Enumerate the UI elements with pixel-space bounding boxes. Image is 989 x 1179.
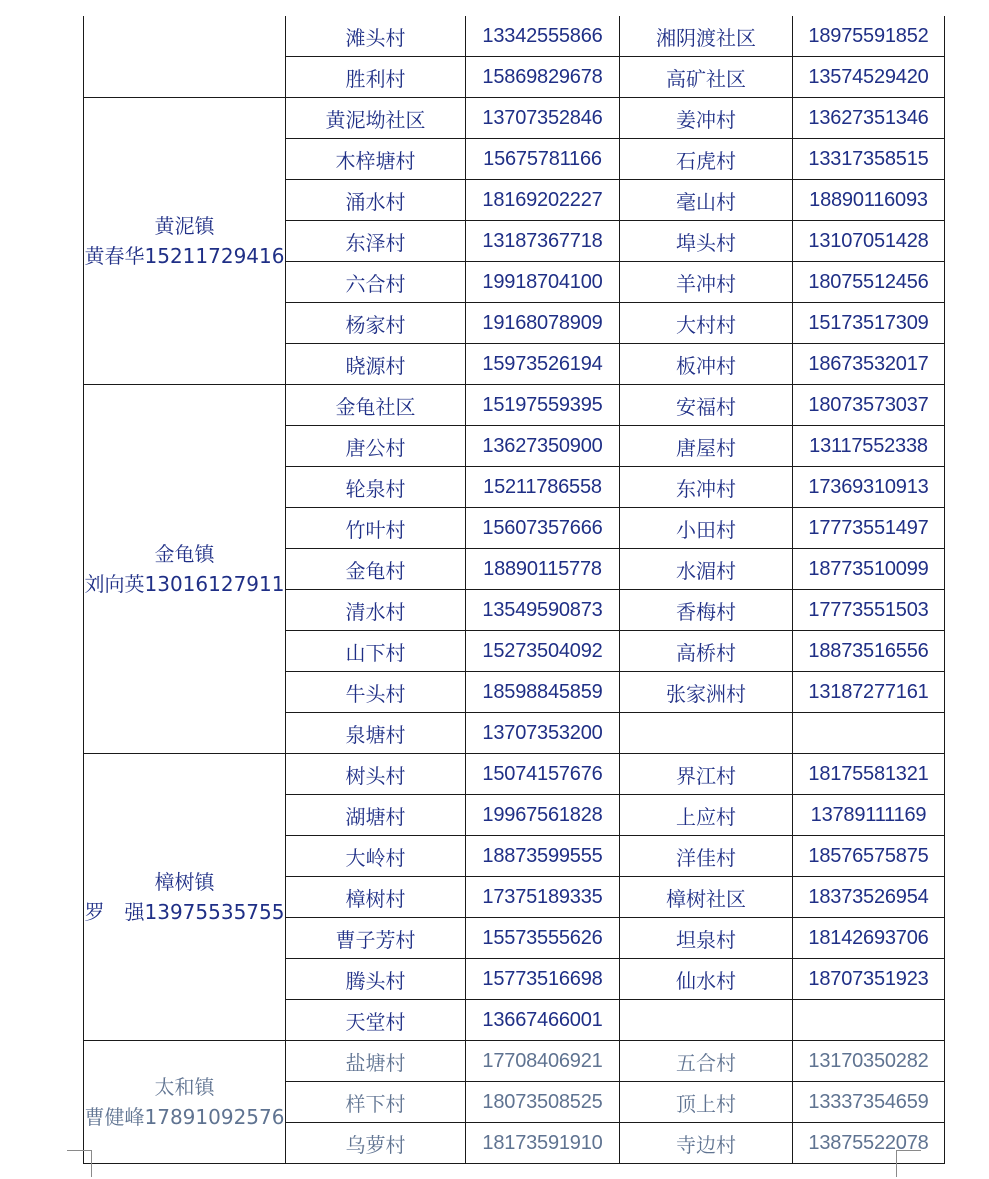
village-name-cell	[620, 713, 793, 754]
village-name-cell: 泉塘村	[286, 713, 466, 754]
village-name-cell: 香梅村	[620, 590, 793, 631]
village-name-cell: 板冲村	[620, 344, 793, 385]
village-phone-cell: 19967561828	[466, 795, 620, 836]
village-name-cell: 大村村	[620, 303, 793, 344]
village-phone-cell: 18598845859	[466, 672, 620, 713]
village-phone-cell: 13170350282	[793, 1041, 945, 1082]
village-name-cell: 姜冲村	[620, 98, 793, 139]
village-phone-cell: 18073573037	[793, 385, 945, 426]
village-name-cell: 寺边村	[620, 1123, 793, 1164]
village-phone-cell: 18873516556	[793, 631, 945, 672]
village-phone-cell: 13117552338	[793, 426, 945, 467]
village-name-cell: 样下村	[286, 1082, 466, 1123]
village-phone-cell: 18142693706	[793, 918, 945, 959]
village-name-cell: 曹子芳村	[286, 918, 466, 959]
village-phone-cell: 13187277161	[793, 672, 945, 713]
village-phone-cell: 15211786558	[466, 467, 620, 508]
village-name-cell: 山下村	[286, 631, 466, 672]
village-phone-cell: 13707352846	[466, 98, 620, 139]
village-phone-cell: 18169202227	[466, 180, 620, 221]
village-name-cell: 安福村	[620, 385, 793, 426]
town-cell	[84, 16, 286, 98]
village-phone-cell: 13667466001	[466, 1000, 620, 1041]
village-phone-cell: 18707351923	[793, 959, 945, 1000]
village-name-cell: 五合村	[620, 1041, 793, 1082]
village-name-cell: 竹叶村	[286, 508, 466, 549]
village-name-cell	[620, 1000, 793, 1041]
town-cell	[84, 98, 286, 385]
table-row	[84, 16, 945, 57]
table-row	[84, 385, 945, 426]
village-phone-cell	[793, 1000, 945, 1041]
town-cell	[84, 754, 286, 1041]
village-phone-cell: 18576575875	[793, 836, 945, 877]
village-phone-cell: 13789111169	[793, 795, 945, 836]
village-name-cell: 唐屋村	[620, 426, 793, 467]
village-name-cell: 高桥村	[620, 631, 793, 672]
village-phone-cell: 17369310913	[793, 467, 945, 508]
village-name-cell: 石虎村	[620, 139, 793, 180]
village-name-cell: 清水村	[286, 590, 466, 631]
village-phone-cell: 15675781166	[466, 139, 620, 180]
village-name-cell: 木梓塘村	[286, 139, 466, 180]
contact-table-body	[84, 16, 945, 1164]
village-name-cell: 牛头村	[286, 672, 466, 713]
page-corner-mark-right	[896, 1150, 921, 1177]
village-name-cell: 埠头村	[620, 221, 793, 262]
village-phone-cell: 15869829678	[466, 57, 620, 98]
village-name-cell: 东泽村	[286, 221, 466, 262]
town-cell	[84, 385, 286, 754]
town-name: 樟树镇	[154, 870, 215, 894]
village-phone-cell	[793, 713, 945, 754]
village-name-cell: 东冲村	[620, 467, 793, 508]
village-phone-cell: 19168078909	[466, 303, 620, 344]
village-name-cell: 洋佳村	[620, 836, 793, 877]
village-phone-cell: 18075512456	[793, 262, 945, 303]
village-name-cell: 张家洲村	[620, 672, 793, 713]
village-phone-cell: 18873599555	[466, 836, 620, 877]
village-name-cell: 晓源村	[286, 344, 466, 385]
village-name-cell: 樟树社区	[620, 877, 793, 918]
village-phone-cell: 15197559395	[466, 385, 620, 426]
town-contact: 曹健峰17891092576	[84, 1105, 285, 1129]
village-phone-cell: 15607357666	[466, 508, 620, 549]
village-name-cell: 杨家村	[286, 303, 466, 344]
village-phone-cell: 13342555866	[466, 16, 620, 57]
village-name-cell: 乌萝村	[286, 1123, 466, 1164]
village-name-cell: 界江村	[620, 754, 793, 795]
village-phone-cell: 15173517309	[793, 303, 945, 344]
village-name-cell: 胜利村	[286, 57, 466, 98]
village-phone-cell: 18890116093	[793, 180, 945, 221]
village-name-cell: 小田村	[620, 508, 793, 549]
village-phone-cell: 17375189335	[466, 877, 620, 918]
village-name-cell: 水湄村	[620, 549, 793, 590]
village-phone-cell: 15573555626	[466, 918, 620, 959]
village-name-cell: 金龟村	[286, 549, 466, 590]
village-name-cell: 湖塘村	[286, 795, 466, 836]
village-phone-cell: 13317358515	[793, 139, 945, 180]
village-phone-cell: 13574529420	[793, 57, 945, 98]
village-name-cell: 金龟社区	[286, 385, 466, 426]
village-phone-cell: 13187367718	[466, 221, 620, 262]
table-row	[84, 754, 945, 795]
village-phone-cell: 13627350900	[466, 426, 620, 467]
village-name-cell: 樟树村	[286, 877, 466, 918]
village-name-cell: 黄泥坳社区	[286, 98, 466, 139]
village-name-cell: 轮泉村	[286, 467, 466, 508]
village-phone-cell: 13549590873	[466, 590, 620, 631]
village-phone-cell: 17773551503	[793, 590, 945, 631]
village-phone-cell: 13875522078	[793, 1123, 945, 1164]
village-name-cell: 天堂村	[286, 1000, 466, 1041]
village-phone-cell: 18173591910	[466, 1123, 620, 1164]
town-contact: 黄春华15211729416	[84, 244, 285, 268]
village-phone-cell: 18890115778	[466, 549, 620, 590]
town-cell	[84, 1041, 286, 1164]
village-phone-cell: 18175581321	[793, 754, 945, 795]
village-phone-cell: 15074157676	[466, 754, 620, 795]
village-name-cell: 涌水村	[286, 180, 466, 221]
village-name-cell: 湘阴渡社区	[620, 16, 793, 57]
village-name-cell: 滩头村	[286, 16, 466, 57]
town-contact: 罗 强13975535755	[84, 900, 285, 924]
village-name-cell: 毫山村	[620, 180, 793, 221]
village-phone-cell: 13627351346	[793, 98, 945, 139]
village-phone-cell: 18373526954	[793, 877, 945, 918]
village-name-cell: 树头村	[286, 754, 466, 795]
village-phone-cell: 18773510099	[793, 549, 945, 590]
village-name-cell: 盐塘村	[286, 1041, 466, 1082]
village-name-cell: 上应村	[620, 795, 793, 836]
village-phone-cell: 18673532017	[793, 344, 945, 385]
town-contact: 刘向英13016127911	[84, 572, 285, 596]
village-phone-cell: 15273504092	[466, 631, 620, 672]
village-name-cell: 坦泉村	[620, 918, 793, 959]
village-name-cell: 顶上村	[620, 1082, 793, 1123]
village-name-cell: 大岭村	[286, 836, 466, 877]
village-phone-cell: 17773551497	[793, 508, 945, 549]
village-name-cell: 唐公村	[286, 426, 466, 467]
town-name: 金龟镇	[154, 542, 215, 566]
village-phone-cell: 13337354659	[793, 1082, 945, 1123]
village-phone-cell: 15973526194	[466, 344, 620, 385]
town-name: 太和镇	[154, 1075, 215, 1099]
village-name-cell: 仙水村	[620, 959, 793, 1000]
village-phone-cell: 19918704100	[466, 262, 620, 303]
contact-table	[83, 16, 945, 1164]
village-name-cell: 高矿社区	[620, 57, 793, 98]
village-name-cell: 腾头村	[286, 959, 466, 1000]
page-corner-mark-left	[67, 1150, 92, 1177]
table-row	[84, 98, 945, 139]
village-phone-cell: 18073508525	[466, 1082, 620, 1123]
village-phone-cell: 18975591852	[793, 16, 945, 57]
village-phone-cell: 13107051428	[793, 221, 945, 262]
village-name-cell: 羊冲村	[620, 262, 793, 303]
town-name: 黄泥镇	[154, 214, 215, 238]
table-row	[84, 1041, 945, 1082]
village-phone-cell: 17708406921	[466, 1041, 620, 1082]
village-phone-cell: 15773516698	[466, 959, 620, 1000]
village-phone-cell: 13707353200	[466, 713, 620, 754]
village-name-cell: 六合村	[286, 262, 466, 303]
